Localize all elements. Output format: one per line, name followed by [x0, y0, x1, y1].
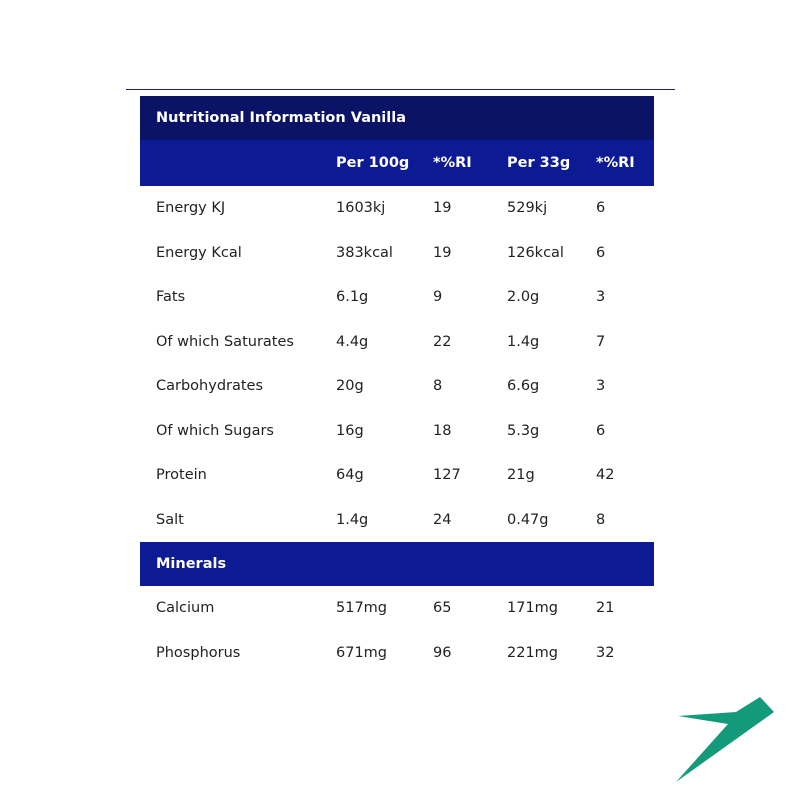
table-row	[140, 320, 654, 365]
row-value-per-33g: 529kj	[507, 200, 548, 217]
row-ri-100g: 96	[433, 644, 452, 661]
logo-arrow-shape	[676, 697, 774, 782]
table-row	[140, 631, 654, 676]
row-value-per-100g: 6.1g	[336, 289, 369, 306]
row-ri-100g: 18	[433, 422, 452, 439]
row-value-per-33g: 21g	[507, 467, 535, 484]
header-cell-per-100g: Per 100g	[336, 155, 410, 171]
row-label: Of which Saturates	[156, 333, 294, 350]
row-ri-100g: 8	[433, 378, 443, 395]
row-ri-100g: 19	[433, 200, 452, 217]
row-ri-100g: 19	[433, 244, 452, 261]
row-ri-33g: 8	[596, 511, 606, 528]
row-ri-100g: 9	[433, 289, 443, 306]
header-cell-ri-100g: *%RI	[433, 155, 472, 171]
row-value-per-33g: 221mg	[507, 644, 559, 661]
nutrition-table	[140, 96, 654, 675]
row-ri-100g: 24	[433, 511, 452, 528]
row-value-per-33g: 126kcal	[507, 244, 564, 261]
row-value-per-100g: 4.4g	[336, 333, 369, 350]
row-label: Energy KJ	[156, 200, 226, 217]
table-row	[140, 586, 654, 631]
row-ri-33g: 3	[596, 289, 606, 306]
row-value-per-100g: 64g	[336, 467, 364, 484]
row-ri-33g: 6	[596, 244, 606, 261]
row-label: Protein	[156, 467, 207, 484]
table-row	[140, 409, 654, 454]
row-value-per-100g: 20g	[336, 378, 364, 395]
row-value-per-100g: 1.4g	[336, 511, 369, 528]
table-row	[140, 453, 654, 498]
row-value-per-100g: 16g	[336, 422, 364, 439]
row-label: Fats	[156, 289, 186, 306]
minerals-section-header	[140, 542, 654, 586]
header-cell-ri-33g: *%RI	[596, 155, 635, 171]
row-value-per-33g: 171mg	[507, 600, 559, 617]
row-ri-100g: 22	[433, 333, 452, 350]
header-cell-per-33g: Per 33g	[507, 155, 571, 171]
row-label: Energy Kcal	[156, 244, 242, 261]
row-label: Phosphorus	[156, 644, 241, 661]
row-label: Carbohydrates	[156, 378, 264, 395]
table-row	[140, 498, 654, 543]
row-value-per-100g: 1603kj	[336, 200, 386, 217]
table-row	[140, 364, 654, 409]
row-ri-33g: 32	[596, 644, 615, 661]
row-ri-33g: 3	[596, 378, 606, 395]
table-title-text: Nutritional Information Vanilla	[156, 110, 406, 126]
arrow-logo-icon	[676, 696, 776, 786]
row-label: Of which Sugars	[156, 422, 274, 439]
table-header-row	[140, 140, 654, 186]
row-value-per-33g: 5.3g	[507, 422, 540, 439]
row-value-per-33g: 1.4g	[507, 333, 540, 350]
table-row	[140, 275, 654, 320]
row-label: Calcium	[156, 600, 215, 617]
row-value-per-33g: 6.6g	[507, 378, 540, 395]
row-value-per-33g: 2.0g	[507, 289, 540, 306]
table-row	[140, 186, 654, 231]
table-row	[140, 231, 654, 276]
row-value-per-100g: 383kcal	[336, 244, 393, 261]
row-value-per-100g: 671mg	[336, 644, 388, 661]
row-ri-100g: 127	[433, 467, 461, 484]
row-label: Salt	[156, 511, 184, 528]
row-value-per-100g: 517mg	[336, 600, 388, 617]
table-title	[140, 96, 654, 140]
row-value-per-33g: 0.47g	[507, 511, 549, 528]
row-ri-33g: 6	[596, 422, 606, 439]
row-ri-33g: 42	[596, 467, 615, 484]
section-title: Minerals	[156, 556, 227, 572]
row-ri-33g: 7	[596, 333, 606, 350]
row-ri-33g: 6	[596, 200, 606, 217]
row-ri-33g: 21	[596, 600, 615, 617]
row-ri-100g: 65	[433, 600, 452, 617]
top-divider	[126, 89, 675, 90]
